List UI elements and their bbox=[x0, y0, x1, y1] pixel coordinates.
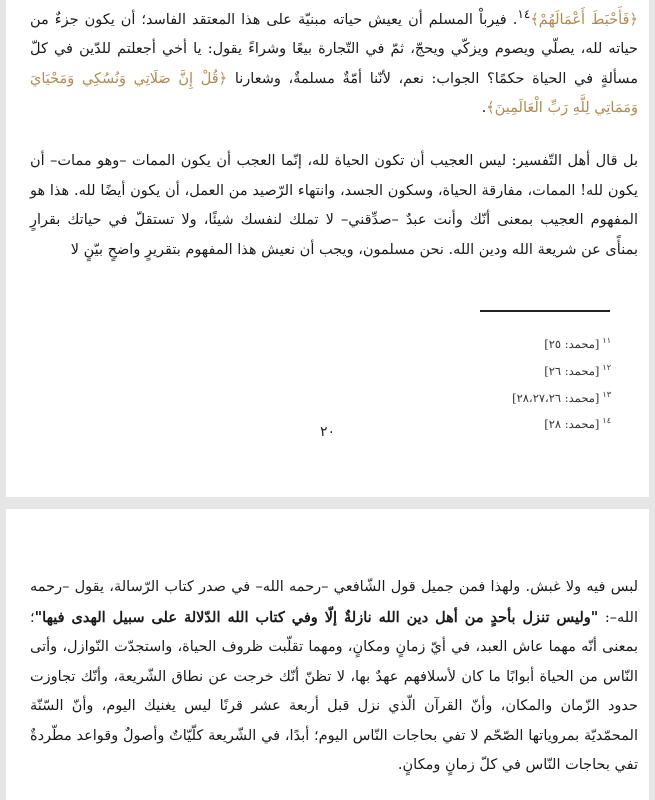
footnote-number: ١٢ bbox=[602, 362, 611, 372]
footnote-text: [محمد: ٢٨،٢٧،٢٦] bbox=[512, 390, 600, 405]
footnote-separator bbox=[480, 310, 610, 312]
page-number: ٢٠ bbox=[319, 424, 336, 440]
paragraph-text: لبس فيه ولا غبش. ولهذا فمن جميل قول الشّافعي –رحمه الله– في صدر كتاب الرّسالة، يقول –رحمه الله–: bbox=[30, 579, 639, 626]
document-page-1 bbox=[6, 0, 649, 497]
footnote-text: [محمد: ٢٨] bbox=[544, 417, 600, 432]
document-page-2 bbox=[6, 509, 649, 800]
paragraph-text: حياته لله، يصلّي ويصوم ويزكّي ويحجّ، ثمّ في التّجارة بيعًا وشراءً يقول: يا أخي أجعلتم للدّين في كلّ bbox=[30, 41, 638, 58]
paragraph-text: . فيرباْ المسلم أن يعيش حياته مبنيّة على هذا المعتقد الفاسد؛ أن يكون جزءٌ من bbox=[30, 11, 518, 28]
paragraph-3 bbox=[30, 573, 638, 781]
paragraph-text: بل قال أهل التّفسير: ليس العجيب أن تكون الحياة لله، إنّما العجب أن يكون الممات –وهو ممات– أن يكون لله! الممات، مفارقة الحياة، وسكون الجسد، وانتهاء الرّصيد من العمل، أن يكون أيضًا لله. هذا هو المفهوم العجيب بمعنى أنّك وأنت عبدٌ –صدِّقني– لا تملك لنفسك شيئًا، ولا تستقلّ في حياتك بقرارٍ بمنأًى عن شريعة الله ودين الله. نحن مسلمون، ويجب أن نعيش هذا المفهوم بتقريرٍ واضحٍ بيّنٍ لا bbox=[30, 153, 638, 258]
shafii-quote: "وليس تنزل بأحدٍ من أهل دين الله نازلةٌ إلّا وفي كتاب الله الدّلالة على سبيل الهدى فيها" bbox=[34, 608, 599, 626]
paragraph-text: مسألةٍ في الحياة حكمًا؟ الجواب: نعم، لأنّنا أمّةٌ مسلمةٌ، وشعارنا bbox=[234, 70, 639, 87]
footnote-item bbox=[512, 383, 611, 410]
quran-verse: ﴿قُلْ إِنَّ صَلَاتِي وَنُسُكِي وَمَحْيَايَ وَمَمَاتِي لِلَّهِ رَبِّ الْعَالَمِينَ﴾ bbox=[30, 70, 638, 117]
footnote-item bbox=[512, 356, 611, 383]
footnote-text: [محمد: ٢٥] bbox=[544, 336, 600, 351]
footnote-item bbox=[512, 329, 611, 356]
paragraph-1 bbox=[30, 0, 638, 124]
footnote-text: [محمد: ٢٦] bbox=[544, 363, 600, 378]
footnote-number: ١٤ bbox=[602, 416, 611, 426]
paragraph-text: ؛ بمعنى أنّه مهما عاش العبد، في أيّ زمانٍ ومكانٍ، ومهما تقلّبت ظروف الحياة، واستجدّت النّوازل، وأتى النّاس من الحياة أبوابًا ما كان لأسلافهم عهدٌ بها، لا تظنّ أنّك خرجت عن نطاق الشّريعة، وأنّك تجاوزت حدود الزّمان والمكان، وأنّ القرآن الّذي نزل قبل أربعة عشر قرنًا ليس يغنيك اليوم، وأنّ السّنّة المحمّديّة بمروياتها الصّحّم لا تفي بحاجات النّاس اليوم؛ أبدًا، في الشّريعة كلّيّاتٌ وأصولٌ وقواعد مطّردةٌ تفي بحاجات النّاس في كلّ زمانٍ ومكانٍ. bbox=[30, 609, 638, 773]
footnote-number: ١١ bbox=[602, 336, 611, 345]
quran-verse: ﴿فَأَحْبَطَ أَعْمَالَهُمْ﴾ bbox=[530, 11, 638, 28]
footnotes bbox=[512, 329, 611, 436]
paragraph-text: . bbox=[481, 100, 487, 117]
footnote-number: ١٣ bbox=[602, 389, 611, 399]
footnote-ref: ١٤ bbox=[517, 7, 531, 21]
paragraph-2 bbox=[30, 147, 638, 265]
